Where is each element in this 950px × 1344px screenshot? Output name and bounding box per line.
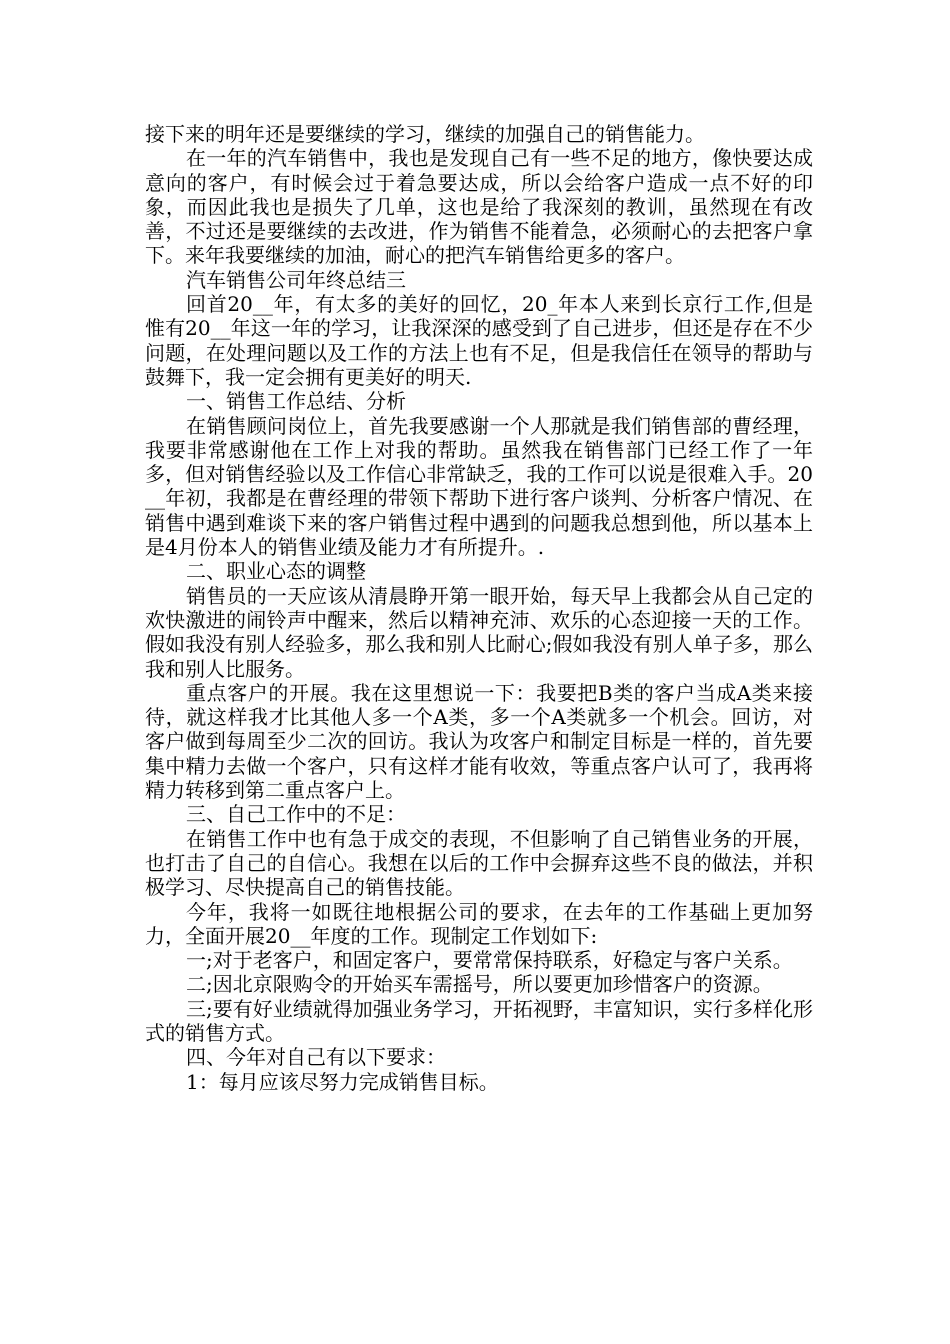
body-paragraph: 在一年的汽车销售中，我也是发现自己有一些不足的地方，像快要达成意向的客户，有时候会过于着急要达成，所以会给客户造成一点不好的印象，而因此我也是损失了几单，这也是给了我深刻的教训，虽然现在有改善，不过还是要继续的去改进，作为销售不能着急，必须耐心的去把客户拿下。来年我要继续的加油，耐心的把汽车销售给更多的客户。 <box>145 146 813 268</box>
list-item: 一;对于老客户，和固定客户，要常常保持联系，好稳定与客户关系。 <box>186 948 793 973</box>
body-paragraph: 在销售工作中也有急于成交的表现，不但影响了自己销售业务的开展，也打击了自己的自信心。我想在以后的工作中会摒弃这些不良的做法，并积极学习、尽快提高自己的销售技能。 <box>145 826 813 900</box>
body-paragraph: 重点客户的开展。我在这里想说一下：我要把B类的客户当成A类来接待，就这样我才比其他人多一个A类，多一个A类就多一个机会。回访，对客户做到每周至少二次的回访。我认为攻客户和制定目标是一样的，首先要集中精力去做一个客户，只有这样才能有收效，等重点客户认可了，我再将精力转移到第二重点客户上。 <box>145 680 813 803</box>
section-heading: 二、职业心态的调整 <box>186 559 366 584</box>
section-title: 汽车销售公司年终总结三 <box>186 267 406 292</box>
list-item: 二;因北京限购令的开始买车需摇号，所以要更加珍惜客户的资源。 <box>186 972 773 997</box>
document-page <box>145 122 813 1094</box>
list-item: 三;要有好业绩就得加强业务学习，开拓视野，丰富知识，实行多样化形式的销售方式。 <box>145 996 813 1045</box>
body-paragraph: 销售员的一天应该从清晨睁开第一眼开始，每天早上我都会从自己定的欢快激进的闹铃声中醒来，然后以精神充沛、欢乐的心态迎接一天的工作。假如我没有别人经验多，那么我和别人比耐心;假如我没有别人单子多，那么我和别人比服务。 <box>145 583 813 681</box>
body-paragraph: 今年，我将一如既往地根据公司的要求，在去年的工作基础上更加努力，全面开展20__年度的工作。现制定工作划如下: <box>145 899 813 948</box>
section-heading: 一、销售工作总结、分析 <box>186 389 406 414</box>
section-heading: 三、自己工作中的不足： <box>186 802 406 827</box>
body-paragraph: 接下来的明年还是要继续的学习，继续的加强自己的销售能力。 <box>145 122 705 146</box>
section-heading: 四、今年对自己有以下要求： <box>186 1045 446 1070</box>
body-paragraph: 在销售顾问岗位上，首先我要感谢一个人那就是我们销售部的曹经理，我要非常感谢他在工作上对我的帮助。虽然我在销售部门已经工作了一年多，但对销售经验以及工作信心非常缺乏，我的工作可以说是很难入手。20__年初，我都是在曹经理的带领下帮助下进行客户谈判、分析客户情况、在销售中遇到难谈下来的客户销售过程中遇到的问题我总想到他，所以基本上是4月份本人的销售业绩及能力才有所提升。. <box>145 413 813 560</box>
list-item: 1：每月应该尽努力完成销售目标。 <box>186 1069 499 1094</box>
body-paragraph: 回首20__年，有太多的美好的回忆，20_年本人来到长京行工作,但是惟有20__年这一年的学习，让我深深的感受到了自己进步，但还是存在不少问题，在处理问题以及工作的方法上也有不足，但是我信任在领导的帮助与鼓舞下，我一定会拥有更美好的明天. <box>145 292 813 389</box>
